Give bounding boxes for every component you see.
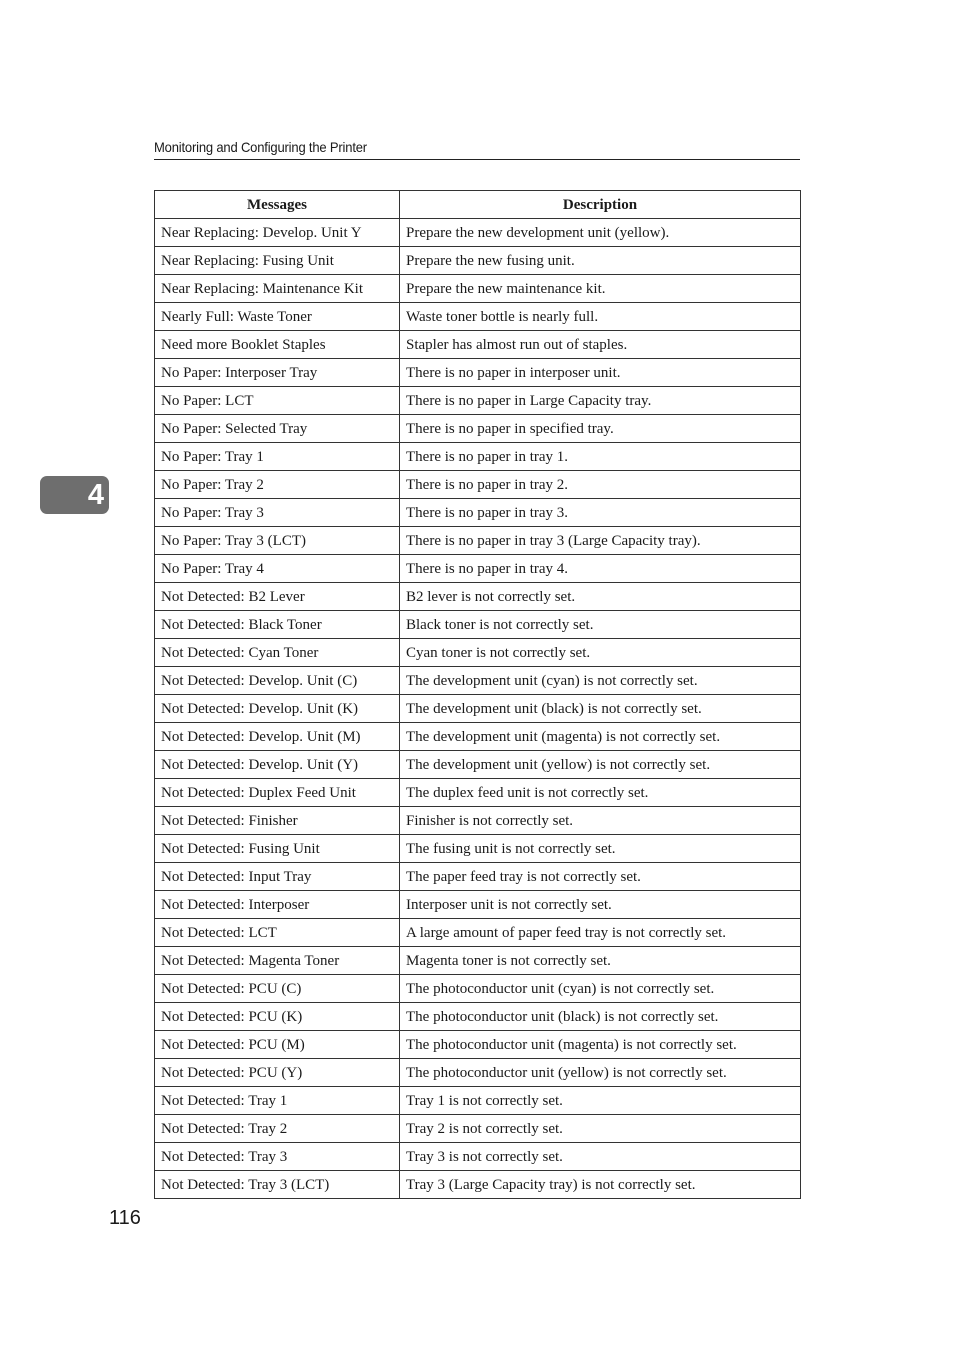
description-cell: The development unit (yellow) is not correctly set. (400, 751, 801, 779)
table-row (155, 583, 801, 611)
description-cell: The development unit (cyan) is not correctly set. (400, 667, 801, 695)
table-row (155, 919, 801, 947)
description-cell: Interposer unit is not correctly set. (400, 891, 801, 919)
table-row (155, 975, 801, 1003)
description-cell: There is no paper in tray 1. (400, 443, 801, 471)
column-header-messages: Messages (155, 191, 400, 219)
description-cell: The duplex feed unit is not correctly set. (400, 779, 801, 807)
chapter-number: 4 (87, 479, 104, 511)
table-row (155, 1003, 801, 1031)
running-header-title: Monitoring and Configuring the Printer (154, 139, 367, 155)
description-cell: There is no paper in interposer unit. (400, 359, 801, 387)
message-cell: Near Replacing: Fusing Unit (155, 247, 400, 275)
description-cell: The photoconductor unit (yellow) is not correctly set. (400, 1059, 801, 1087)
table-row (155, 247, 801, 275)
table-row (155, 1115, 801, 1143)
message-cell: No Paper: Interposer Tray (155, 359, 400, 387)
message-cell: Not Detected: Magenta Toner (155, 947, 400, 975)
description-cell: The paper feed tray is not correctly set. (400, 863, 801, 891)
table-row (155, 555, 801, 583)
chapter-tab (40, 476, 109, 514)
description-cell: B2 lever is not correctly set. (400, 583, 801, 611)
table-row (155, 443, 801, 471)
description-cell: Magenta toner is not correctly set. (400, 947, 801, 975)
message-cell: Not Detected: Duplex Feed Unit (155, 779, 400, 807)
table-row (155, 415, 801, 443)
table-row (155, 835, 801, 863)
message-cell: Near Replacing: Develop. Unit Y (155, 219, 400, 247)
table-row (155, 863, 801, 891)
running-header (154, 138, 800, 160)
table-row (155, 359, 801, 387)
table-row (155, 527, 801, 555)
table-row (155, 1031, 801, 1059)
table-row (155, 723, 801, 751)
message-cell: No Paper: LCT (155, 387, 400, 415)
description-cell: Tray 3 is not correctly set. (400, 1143, 801, 1171)
message-cell: Not Detected: Input Tray (155, 863, 400, 891)
table-row (155, 611, 801, 639)
table-row (155, 779, 801, 807)
description-cell: Cyan toner is not correctly set. (400, 639, 801, 667)
table-row (155, 891, 801, 919)
table-row (155, 471, 801, 499)
message-cell: Not Detected: Tray 3 (LCT) (155, 1171, 400, 1199)
message-cell: Nearly Full: Waste Toner (155, 303, 400, 331)
description-cell: There is no paper in tray 3. (400, 499, 801, 527)
description-cell: There is no paper in tray 4. (400, 555, 801, 583)
message-cell: Not Detected: PCU (M) (155, 1031, 400, 1059)
description-cell: There is no paper in Large Capacity tray. (400, 387, 801, 415)
table-row (155, 219, 801, 247)
description-cell: Prepare the new fusing unit. (400, 247, 801, 275)
message-cell: No Paper: Tray 3 (LCT) (155, 527, 400, 555)
message-cell: Not Detected: Develop. Unit (C) (155, 667, 400, 695)
description-cell: Prepare the new development unit (yellow). (400, 219, 801, 247)
table-row (155, 807, 801, 835)
message-cell: Not Detected: LCT (155, 919, 400, 947)
page-number: 116 (109, 1207, 141, 1229)
message-cell: Not Detected: Fusing Unit (155, 835, 400, 863)
table-row (155, 639, 801, 667)
message-cell: Not Detected: Develop. Unit (K) (155, 695, 400, 723)
description-cell: The photoconductor unit (cyan) is not correctly set. (400, 975, 801, 1003)
message-cell: Need more Booklet Staples (155, 331, 400, 359)
message-cell: No Paper: Tray 1 (155, 443, 400, 471)
table-row (155, 1059, 801, 1087)
message-cell: No Paper: Tray 2 (155, 471, 400, 499)
description-cell: The fusing unit is not correctly set. (400, 835, 801, 863)
column-header-description: Description (400, 191, 801, 219)
description-cell: There is no paper in tray 2. (400, 471, 801, 499)
message-cell: No Paper: Tray 4 (155, 555, 400, 583)
description-cell: Stapler has almost run out of staples. (400, 331, 801, 359)
description-cell: A large amount of paper feed tray is not correctly set. (400, 919, 801, 947)
description-cell: The photoconductor unit (black) is not correctly set. (400, 1003, 801, 1031)
description-cell: Prepare the new maintenance kit. (400, 275, 801, 303)
description-cell: Finisher is not correctly set. (400, 807, 801, 835)
message-cell: No Paper: Tray 3 (155, 499, 400, 527)
description-cell: There is no paper in specified tray. (400, 415, 801, 443)
messages-table (154, 190, 801, 1199)
message-cell: Near Replacing: Maintenance Kit (155, 275, 400, 303)
message-cell: Not Detected: Cyan Toner (155, 639, 400, 667)
table-row (155, 751, 801, 779)
table-body (155, 219, 801, 1199)
message-cell: Not Detected: B2 Lever (155, 583, 400, 611)
table-row (155, 1087, 801, 1115)
description-cell: The development unit (magenta) is not correctly set. (400, 723, 801, 751)
message-cell: Not Detected: Tray 1 (155, 1087, 400, 1115)
description-cell: The photoconductor unit (magenta) is not correctly set. (400, 1031, 801, 1059)
description-cell: Waste toner bottle is nearly full. (400, 303, 801, 331)
message-cell: Not Detected: Tray 3 (155, 1143, 400, 1171)
table-row (155, 331, 801, 359)
table-row (155, 1171, 801, 1199)
table-row (155, 499, 801, 527)
message-cell: Not Detected: Develop. Unit (Y) (155, 751, 400, 779)
message-cell: Not Detected: Tray 2 (155, 1115, 400, 1143)
message-cell: No Paper: Selected Tray (155, 415, 400, 443)
description-cell: The development unit (black) is not correctly set. (400, 695, 801, 723)
description-cell: Black toner is not correctly set. (400, 611, 801, 639)
message-cell: Not Detected: Black Toner (155, 611, 400, 639)
description-cell: There is no paper in tray 3 (Large Capacity tray). (400, 527, 801, 555)
description-cell: Tray 1 is not correctly set. (400, 1087, 801, 1115)
table-row (155, 303, 801, 331)
description-cell: Tray 3 (Large Capacity tray) is not correctly set. (400, 1171, 801, 1199)
table-row (155, 947, 801, 975)
table-row (155, 275, 801, 303)
message-cell: Not Detected: PCU (Y) (155, 1059, 400, 1087)
message-cell: Not Detected: PCU (C) (155, 975, 400, 1003)
table-row (155, 1143, 801, 1171)
table-row (155, 667, 801, 695)
table-row (155, 695, 801, 723)
message-cell: Not Detected: Interposer (155, 891, 400, 919)
message-cell: Not Detected: PCU (K) (155, 1003, 400, 1031)
table-header-row (155, 191, 801, 219)
table-row (155, 387, 801, 415)
message-cell: Not Detected: Finisher (155, 807, 400, 835)
message-cell: Not Detected: Develop. Unit (M) (155, 723, 400, 751)
description-cell: Tray 2 is not correctly set. (400, 1115, 801, 1143)
table-header (155, 191, 801, 219)
